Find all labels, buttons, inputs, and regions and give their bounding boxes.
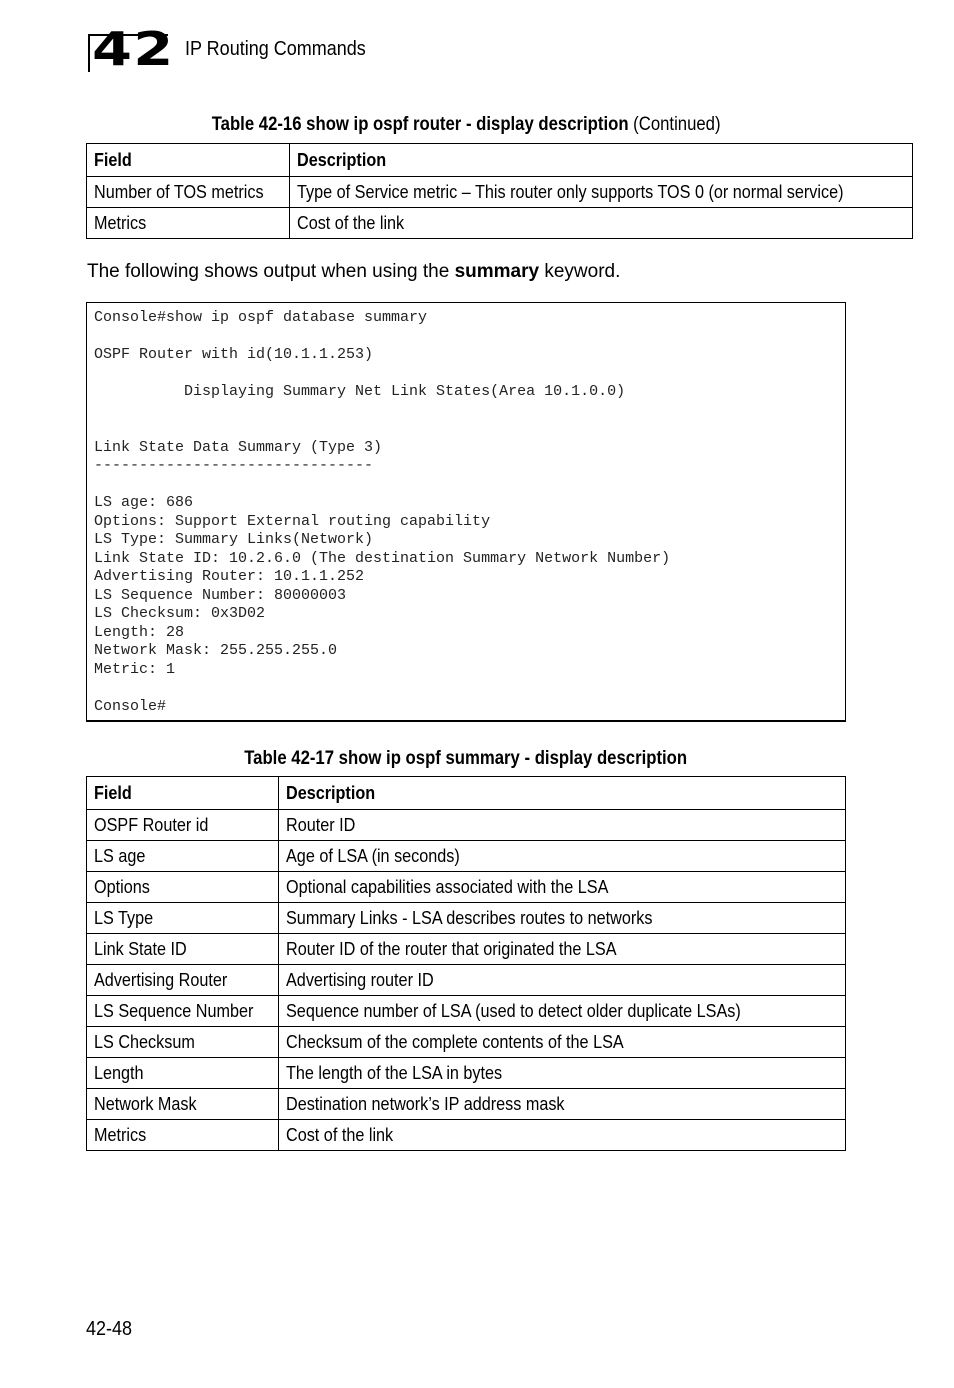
table1-header-description: Description bbox=[290, 144, 912, 177]
table2-caption-label: Table 42-17 show ip ospf summary - display description bbox=[244, 748, 688, 769]
field-cell: Metrics bbox=[87, 208, 290, 239]
console-line: Link State ID: 10.2.6.0 (The destination Summary Network Number) bbox=[94, 549, 671, 567]
table-row bbox=[87, 965, 846, 996]
field-cell: Link State ID bbox=[87, 934, 279, 965]
description-cell: Sequence number of LSA (used to detect older duplicate LSAs) bbox=[279, 996, 846, 1027]
chapter-title: IP Routing Commands bbox=[185, 38, 366, 60]
table-row bbox=[87, 208, 913, 239]
table-row bbox=[87, 934, 846, 965]
page-number: 42-48 bbox=[86, 1318, 133, 1340]
field-cell: LS age bbox=[87, 841, 279, 872]
table-row bbox=[87, 177, 913, 208]
console-line: ------------------------------- bbox=[94, 457, 374, 474]
console-output-box bbox=[86, 302, 846, 722]
console-line: Advertising Router: 10.1.1.252 bbox=[94, 568, 365, 585]
field-cell: Options bbox=[87, 872, 279, 903]
table1-header-row bbox=[87, 144, 913, 177]
table2-header-field: Field bbox=[87, 777, 279, 810]
console-line: Options: Support External routing capability bbox=[94, 512, 491, 530]
intro-keyword: summary bbox=[454, 261, 540, 282]
chapter-number: 42 bbox=[92, 22, 175, 76]
console-line: Length: 28 bbox=[94, 623, 185, 641]
table-row bbox=[87, 903, 846, 934]
field-cell: LS Checksum bbox=[87, 1027, 279, 1058]
table2 bbox=[86, 776, 846, 1151]
table-row bbox=[87, 1120, 846, 1151]
console-line: OSPF Router with id(10.1.1.253) bbox=[94, 346, 374, 363]
console-line: LS Sequence Number: 80000003 bbox=[94, 586, 347, 604]
table1 bbox=[86, 143, 913, 239]
table1-caption bbox=[86, 114, 846, 136]
description-cell: Cost of the link bbox=[290, 208, 912, 239]
description-cell: Summary Links - LSA describes routes to networks bbox=[279, 903, 846, 934]
table1-caption-suffix: (Continued) bbox=[628, 114, 721, 135]
table-row bbox=[87, 996, 846, 1027]
console-output bbox=[94, 309, 670, 716]
intro-paragraph: The following shows output when using the summary keyword. bbox=[87, 261, 621, 282]
field-cell: Network Mask bbox=[87, 1089, 279, 1120]
table1-header-field: Field bbox=[87, 144, 290, 177]
console-line: LS Type: Summary Links(Network) bbox=[94, 531, 374, 548]
field-cell: LS Sequence Number bbox=[87, 996, 279, 1027]
field-cell: LS Type bbox=[87, 903, 279, 934]
description-cell: Advertising router ID bbox=[279, 965, 846, 996]
field-cell: Length bbox=[87, 1058, 279, 1089]
field-cell: Number of TOS metrics bbox=[87, 177, 290, 208]
field-cell: Advertising Router bbox=[87, 965, 279, 996]
console-line: Console# bbox=[94, 697, 167, 715]
table-row bbox=[87, 872, 846, 903]
console-line: Metric: 1 bbox=[94, 660, 176, 678]
table-row bbox=[87, 1058, 846, 1089]
table2-caption bbox=[86, 748, 846, 770]
console-line: Link State Data Summary (Type 3) bbox=[94, 438, 383, 456]
field-cell: OSPF Router id bbox=[87, 810, 279, 841]
description-cell: Type of Service metric – This router only supports TOS 0 (or normal service) bbox=[290, 177, 912, 208]
description-cell: Destination network’s IP address mask bbox=[279, 1089, 846, 1120]
console-line: Console#show ip ospf database summary bbox=[94, 309, 428, 326]
description-cell: Checksum of the complete contents of the LSA bbox=[279, 1027, 846, 1058]
description-cell: Router ID bbox=[279, 810, 846, 841]
description-cell: Cost of the link bbox=[279, 1120, 846, 1151]
table-row bbox=[87, 1027, 846, 1058]
table2-header-description: Description bbox=[279, 777, 846, 810]
table-row bbox=[87, 841, 846, 872]
table2-header-row bbox=[87, 777, 846, 810]
field-cell: Metrics bbox=[87, 1120, 279, 1151]
description-cell: Age of LSA (in seconds) bbox=[279, 841, 846, 872]
table-row bbox=[87, 810, 846, 841]
table-row bbox=[87, 1089, 846, 1120]
description-cell: The length of the LSA in bytes bbox=[279, 1058, 846, 1089]
description-cell: Router ID of the router that originated the LSA bbox=[279, 934, 846, 965]
console-line: LS age: 686 bbox=[94, 494, 194, 511]
table1-caption-label: Table 42-16 show ip ospf router - display description bbox=[211, 114, 629, 135]
console-line: Displaying Summary Net Link States(Area 10.1.0.0) bbox=[94, 383, 626, 400]
console-line: LS Checksum: 0x3D02 bbox=[94, 605, 266, 622]
description-cell: Optional capabilities associated with the LSA bbox=[279, 872, 846, 903]
console-line: Network Mask: 255.255.255.0 bbox=[94, 642, 338, 659]
